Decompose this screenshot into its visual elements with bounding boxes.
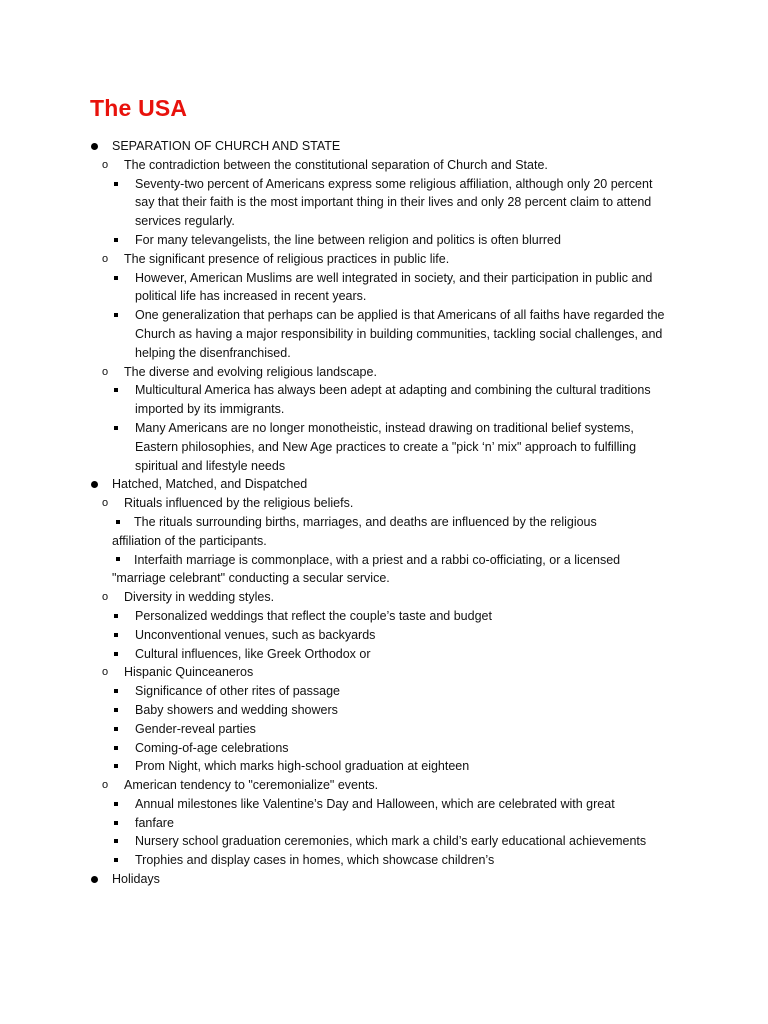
bullet-circle-icon: o <box>102 158 109 171</box>
bullet-circle-icon: o <box>102 666 109 679</box>
outline-line-level-3 <box>90 814 690 833</box>
bullet-square-icon <box>114 182 118 186</box>
outline-line-level-2 <box>90 250 690 269</box>
outline-text: SEPARATION OF CHURCH AND STATE <box>112 139 341 153</box>
bullet-circle-icon: o <box>102 779 109 792</box>
outline-text: Rituals influenced by the religious beliefs. <box>124 496 354 511</box>
outline-text: Hatched, Matched, and Dispatched <box>112 477 308 492</box>
outline-text: Significance of other rites of passage <box>135 684 340 699</box>
outline-text: The significant presence of religious practices in public life. <box>124 251 450 266</box>
bullet-circle-icon: o <box>102 497 109 510</box>
outline-line-level-3 <box>90 607 690 626</box>
outline-line-level-3 <box>90 231 690 250</box>
outline-text: The diverse and evolving religious landscape. <box>124 364 377 379</box>
outline-text: Baby showers and wedding showers <box>135 702 338 717</box>
bullet-square-icon <box>114 652 118 656</box>
outline-text: Coming-of-age celebrations <box>135 740 289 755</box>
outline-line-level-1 <box>90 870 690 889</box>
outline-line-level-3 <box>90 381 690 400</box>
outline-line-level-3 <box>90 457 690 476</box>
outline-line-level-1 <box>90 475 690 494</box>
outline-text: Diversity in wedding styles. <box>124 590 275 605</box>
outline-text: fanfare <box>135 815 174 830</box>
outline-text: Interfaith marriage is commonplace, with a priest and a rabbi co-officiating, or a licensed <box>134 552 621 567</box>
outline-text: political life has increased in recent years. <box>135 289 367 304</box>
outline-text: Eastern philosophies, and New Age practices to create a "pick ‘n’ mix" approach to fulfilling <box>135 439 637 454</box>
outline-text: Seventy-two percent of Americans express some religious affiliation, although only 20 percent <box>135 176 653 191</box>
outline-line-level-3 <box>90 269 690 288</box>
bullet-square-icon <box>114 802 118 806</box>
bullet-square-icon <box>116 520 120 524</box>
outline-line-level-3 <box>90 212 690 231</box>
outline-text: Church as having a major responsibility in building communities, tackling social challenges, and <box>135 326 663 341</box>
bullet-square-icon <box>114 839 118 843</box>
outline-text: Many Americans are no longer monotheistic, instead drawing on traditional belief systems, <box>135 420 634 435</box>
bullet-circle-icon: o <box>102 252 109 265</box>
outline-line-level-3 <box>90 645 690 664</box>
bullet-square-icon <box>114 689 118 693</box>
bullet-square-icon <box>114 426 118 430</box>
outline-text: "marriage celebrant" conducting a secular service. <box>112 571 390 586</box>
bullet-disc-icon <box>91 876 98 883</box>
outline-text: However, American Muslims are well integrated in society, and their participation in public and <box>135 270 653 285</box>
outline-line-level-3 <box>90 569 690 588</box>
outline-line-level-3 <box>90 626 690 645</box>
outline-line-level-2 <box>90 776 690 795</box>
bullet-square-icon <box>114 388 118 392</box>
outline-line-level-3 <box>90 757 690 776</box>
bullet-square-icon <box>114 727 118 731</box>
outline-text: Unconventional venues, such as backyards <box>135 627 376 642</box>
bullet-square-icon <box>114 746 118 750</box>
page-title: The USA <box>90 95 188 121</box>
bullet-square-icon <box>114 313 118 317</box>
bullet-circle-icon: o <box>102 591 109 604</box>
outline-text: Cultural influences, like Greek Orthodox or <box>135 646 371 661</box>
outline-text: Prom Night, which marks high-school graduation at eighteen <box>135 759 470 774</box>
outline-line-level-2 <box>90 156 690 175</box>
outline-text: say that their faith is the most important thing in their lives and only 28 percent claim to attend <box>135 195 652 210</box>
bullet-square-icon <box>114 764 118 768</box>
outline-text: Nursery school graduation ceremonies, which mark a child’s early educational achievements <box>135 834 647 849</box>
outline-text: Gender-reveal parties <box>135 721 256 736</box>
outline-line-level-3 <box>90 175 690 194</box>
outline-text: Trophies and display cases in homes, which showcase children’s <box>135 853 495 868</box>
outline-line-level-2 <box>90 494 690 513</box>
outline-line-level-3 <box>90 513 690 532</box>
bullet-square-icon <box>114 858 118 862</box>
bullet-disc-icon <box>91 481 98 488</box>
outline-line-level-3 <box>90 287 690 306</box>
bullet-square-icon <box>114 633 118 637</box>
outline-text: spiritual and lifestyle needs <box>135 458 286 473</box>
outline-text: Holidays <box>112 872 160 887</box>
outline-line-level-3 <box>90 344 690 363</box>
outline-line-level-3 <box>90 739 690 758</box>
outline-text: services regularly. <box>135 214 235 229</box>
outline-list <box>90 137 690 889</box>
outline-text: Annual milestones like Valentine’s Day and Halloween, which are celebrated with great <box>135 796 615 811</box>
outline-text: The rituals surrounding births, marriages, and deaths are influenced by the religious <box>134 514 597 529</box>
outline-line-level-3 <box>90 532 690 551</box>
outline-line-level-3 <box>90 832 690 851</box>
outline-line-level-3 <box>90 851 690 870</box>
outline-text: helping the disenfranchised. <box>135 345 291 360</box>
outline-text: The contradiction between the constitutional separation of Church and State. <box>124 157 548 172</box>
outline-text: For many televangelists, the line between religion and politics is often blurred <box>135 232 561 247</box>
outline-line-level-3 <box>90 682 690 701</box>
outline-text: One generalization that perhaps can be applied is that Americans of all faiths have regarded the <box>135 308 665 323</box>
outline-line-level-3 <box>90 400 690 419</box>
outline-line-level-3 <box>90 701 690 720</box>
outline-line-level-1 <box>90 137 690 156</box>
bullet-square-icon <box>114 821 118 825</box>
outline-text: Personalized weddings that reflect the couple’s taste and budget <box>135 608 492 623</box>
bullet-square-icon <box>114 708 118 712</box>
outline-line-level-3 <box>90 306 690 325</box>
outline-line-level-3 <box>90 720 690 739</box>
outline-text: American tendency to "ceremonialize" events. <box>124 778 379 793</box>
bullet-square-icon <box>114 614 118 618</box>
bullet-square-icon <box>116 557 120 561</box>
outline-line-level-2 <box>90 363 690 382</box>
outline-line-level-3 <box>90 325 690 344</box>
outline-line-level-2 <box>90 588 690 607</box>
outline-line-level-3 <box>90 193 690 212</box>
bullet-disc-icon <box>91 143 98 150</box>
outline-text: Multicultural America has always been adept at adapting and combining the cultural traditions <box>135 383 651 398</box>
bullet-square-icon <box>114 238 118 242</box>
outline-line-level-3 <box>90 795 690 814</box>
bullet-square-icon <box>114 276 118 280</box>
outline-line-level-2 <box>90 663 690 682</box>
outline-text: affiliation of the participants. <box>112 533 267 548</box>
outline-line-level-3 <box>90 551 690 570</box>
outline-text: Hispanic Quinceaneros <box>124 665 254 680</box>
bullet-circle-icon: o <box>102 365 109 378</box>
outline-line-level-3 <box>90 419 690 438</box>
outline-line-level-3 <box>90 438 690 457</box>
outline-text: imported by its immigrants. <box>135 402 285 417</box>
